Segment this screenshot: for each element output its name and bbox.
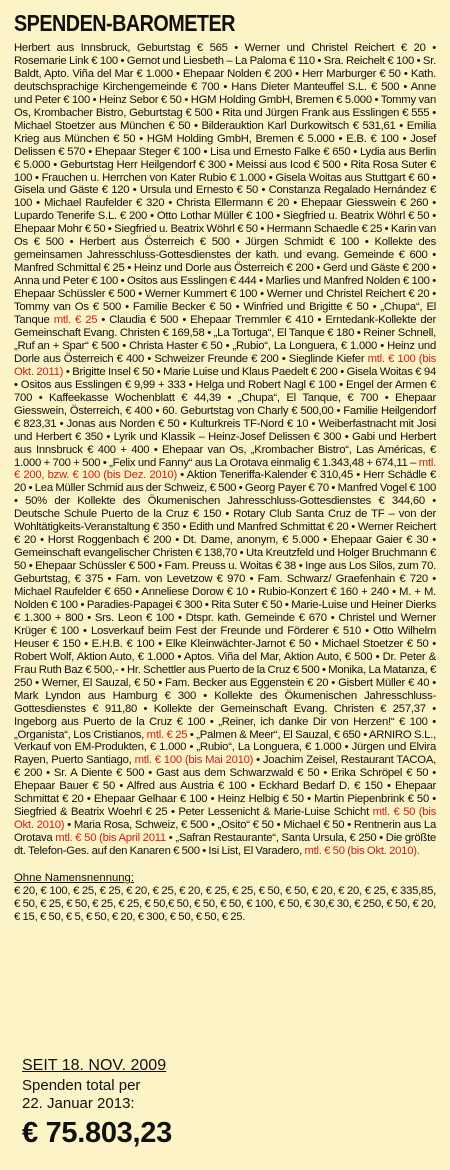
donation-list xyxy=(14,42,436,858)
anonymous-label: Ohne Namensnennung: xyxy=(14,872,134,885)
total-amount: € 75.803,23 xyxy=(22,1117,172,1149)
monthly-donation-note: mtl. € 50 (bis April 2011 xyxy=(55,832,166,845)
donation-text: • „Safran Restaurante“, Santa Ursula, € 250 • Die größte dt. Telefon-Ges. auf den Kanaren € 500 • Isi List, El Varadero, xyxy=(14,832,436,858)
donation-text: • Aktion Teneriffa-Kalender € 310,45 • Herr Schädle € 20 • Lea Müller Schmid aus der Schweiz, € 500 • Georg Payer € 70 • Manfred Vogel € 100 • 50% der Kollekte des Ökumenischen Jahresschluss-Gottesdienstes € 344,60 • Deutsche Schule Puerto de la Cruz € 150 • Rotary Club Santa Cruz de TF – von der Wohltätigkeits-Veranstaltung € 350 • Edith und Manfred Schmittat € 20 • Werner Reichert € 20 • Horst Roggenbach € 200 • Dt. Dame, anonym, € 5.000 • Ehepaar Gaier € 30 • Gemeinschaft evangelischer Christen € 138,70 • Uta Kreutzfeld und Holger Bruchmann € 50 • Ehepaar Schüssler € 500 • Fam. Preuss u. Woitas € 38 • Inge aus Los Silos, zum 70. Geburtstag, € 375 • Fam. von Levetzow € 970 • Fam. Schwarz/ Graefenhain € 720 • Michael Raufelder € 650 • Anneliese Dorow € 10 • Rubio-Konzert € 160 + 240 • M. + M. Nolden € 100 • Paradies-Papagei € 300 • Rita Suter € 50 • Marie-Luise und Heiner Dierks € 1.300 + 800 • Srs. Leon € 100 • Dtspr. kath. Gemeinde € 670 • Christel und Werner Krüger € 100 • Losverkauf beim Fest der Freunde und Förderer € 510 • Otto Wilhelm Heuser € 150 • E.H.B. € 100 • Elke Kleinwächter-Jarnot € 50 • Michael Stoetzer € 50 • Robert Wolf, Aktion Auto, € 1.000 • Aptos. Viña del Mar, Aktion Auto, € 500 • Dr. Peter & Frau Ruth Baz € 500,- • Hr. Schettler aus Puerto de la Cruz € 500 • Monika, La Matanza, € 250 • Werner, El Sauzal, € 50 • Fam. Becker aus Eggenstein € 20 • Gisbert Müller € 40 • Mark Lyndon aus Hamburg € 300 • Kollekte des Ökumenischen Jahresschluss-Gottesdienstes € 911,80 • Kollekte der Gemeinschaft Evang. Christen € 257,37 • Ingeborg aus Puerto de la Cruz € 100 • „Reiner, ich danke Dir von Herzen!“ € 100 • „Organista“, Los Cristianos, xyxy=(14,469,437,741)
monthly-donation-note: mtl. € 200, bzw. € 100 (bis Dez. 2010) xyxy=(14,456,436,482)
anonymous-donations: € 20, € 100, € 25, € 25, € 20, € 25, € 20, € 25, € 25, € 50, € 50, € 20, € 20, € 25, € 335,85, € 50, € 25, € 50, € 25, € 25, € 50,€ 50, € 50, € 50, € 100, € 50, € 30,€ 30, € 250, € 50, € 20, € 15, € 50, € 5, € 50, € 20, € 300, € 50, € 50, € 25. xyxy=(14,885,436,923)
monthly-donation-note: mtl. € 100 (bis Okt. 2011) xyxy=(14,352,437,378)
since-date: SEIT 18. NOV. 2009 xyxy=(22,1057,167,1074)
total-label-line2: 22. Januar 2013: xyxy=(22,1095,135,1112)
total-label xyxy=(22,1077,172,1113)
monthly-donation-note: mtl. € 100 (bis Mai 2010) xyxy=(134,754,254,767)
donation-text: Herbert aus Innsbruck, Geburtstag € 565 • Werner und Christel Reichert € 20 • Rosemarie Link € 100 • Gernot und Liesbeth – La Paloma € 110 • Sra. Reichelt € 100 • Sr. Baldt, Apto. Viña del Mar € 1.000 • Ehepaar Nolden € 200 • Herr Marburger € 50 • Kath. deutschsprachige Kirchengemeinde € 700 • Hans Dieter Manteuffel S.L. € 500 • Anne und Peter € 100 • Heinz Sebor € 50 • HGM Holding GmbH, Bremen € 5.000 • Tommy van Os, Krombacher Bistro, Geburtstag € 500 • Rita und Jürgen Frank aus Esslingen € 555 • Michael Stoetzer aus München € 50 • Bilderauktion Karl Durkowitsch € 531,61 • Emilia Krieg aus München € 50 • HGM Holding GmbH, Bremen € 5.000 • E.B. € 100 • Josef Delissen € 570 • Ehepaar Steger € 100 • Lisa und Ernesto Falke € 650 • Lydia aus Berlin € 5.000 • Geburtstag Herr Heilgendorf € 300 • Meissi aus Icod € 500 • Rita Rosa Suter € 100 • Frauchen u. Herrchen von Kater Rubio € 1.000 • Gisela Woitas aus Stuttgart € 60 • Gisela und Gäste € 120 • Ursula und Ernesto € 50 • Constanza Regalado Hernández € 100 • Michael Raufelder € 320 • Christa Ellermann € 20 • Ehepaar Giesswein € 260 • Lupardo Tenerife S.L. € 200 • Otto Lothar Müller € 100 • Siegfried u. Beatrix Wöhrl € 50 • Ehepaar Mohr € 50 • Siegfried u. Beatrix Wöhrl € 50 • Hermann Schaedle € 25 • Karin van Os € 500 • Herbert aus Österreich € 500 • Jürgen Schmidt € 100 • Kollekte des gemeinsamen Jahresschluss-Gottesdienstes der kath. und evang. Gemeinde € 600 • Manfred Schmittal € 25 • Heinz und Dorle aus Österreich € 200 • Gerd und Gäste € 200 • Anna und Peter € 100 • Ositos aus Esslingen € 444 • Marlies und Manfred Nolden € 100 • Ehepaar Schüssler € 500 • Werner Kummert € 100 • Werner und Christel Reichert € 20 • Tommy van Os € 500 • Familie Becker € 50 • Winfried und Brigitte € 50 • „Chupa“, El Tanque xyxy=(14,42,436,327)
monthly-donation-note: mtl. € 50 (bis Okt. 2010). xyxy=(304,845,420,858)
donation-text: • „Palmen & Meer“, El Sauzal, € 650 • ARNIRO S.L., Verkauf von EM-Produkten, € 1.000 • „Rubio“, La Longuera, € 1.000 • Jürgen und Elvira Rayen, Puerto Santiago, xyxy=(14,728,436,767)
summary-box xyxy=(22,1056,172,1149)
donation-text: • Maria Rosa, Schweiz, € 500 • „Osito“ € 50 • Michael € 50 • Rentnerin aus La Orotava xyxy=(14,819,436,845)
monthly-donation-note: mtl. € 50 (bis Okt. 2010) xyxy=(14,806,437,832)
donation-text: • Brigitte Insel € 50 • Marie Luise und Klaus Paedelt € 200 • Gisela Woitas € 94 • Ositos aus Esslingen € 9,99 + 333 • Helga und Robert Nagl € 100 • Engel der Armen € 700 • Kaffeekasse Wochenblatt € 44,39 • „Chupa“, El Tanque, € 700 • Ehepaar Giesswein, Österreich, € 400 • 60. Geburtstag von Charly € 500,00 • Familie Heilgendorf € 823,31 • Jonas aus Norden € 50 • Kulturkreis TF-Nord € 10 • Weiberfastnacht mit Josi und Herbert € 350 • Lyrik und Klassik – Heinz-Josef Delissen € 300 • Gabi und Herbert aus Innsbruck € 400 + 400 • Ehepaar van Os, „Krombacher Bistro“, Las Américas, € 1.000 + 700 + 500 • „Felix und Fanny“ aus La Orotava einmalig € 1.343,48 + 674,11 – xyxy=(14,365,437,469)
monthly-donation-note: mtl. € 25 xyxy=(53,314,98,327)
monthly-donation-note: mtl. € 25 xyxy=(146,728,188,741)
page-title: SPENDEN-BAROMETER xyxy=(14,10,235,36)
donation-text: • Joachim Zeisel, Restaurant TACOA, € 200 • Sr. A Diente € 500 • Gast aus dem Schwarzwald € 50 • Erika Schröpel € 50 • Ehepaar Bauer € 50 • Alfred aus Austria € 100 • Eckhard Bedarf D. € 150 • Ehepaar Schmittat € 20 • Ehepaar Gelhaar € 100 • Heinz Helbig € 50 • Martin Piepenbrink € 50 • Siegfried & Beatrix Woehrl € 25 • Peter Lessenicht & Marie-Luise Schicht xyxy=(14,754,436,819)
donation-text: • Claudia € 500 • Ehepaar Tremmler € 410 • Erntedank-Kollekte der Gemeinschaft Evang. Christen € 169,58 • „La Tortuga“, El Tanque € 180 • Reiner Schnell, „Ruf an + Spar“ € 500 • Christa Haster € 50 • „Rubio“, La Longuera, € 1.000 • Heinz und Dorle aus Österreich € 400 • Schweizer Freunde € 200 • Sieglinde Kiefer xyxy=(14,314,436,365)
total-label-line1: Spenden total per xyxy=(22,1077,141,1094)
